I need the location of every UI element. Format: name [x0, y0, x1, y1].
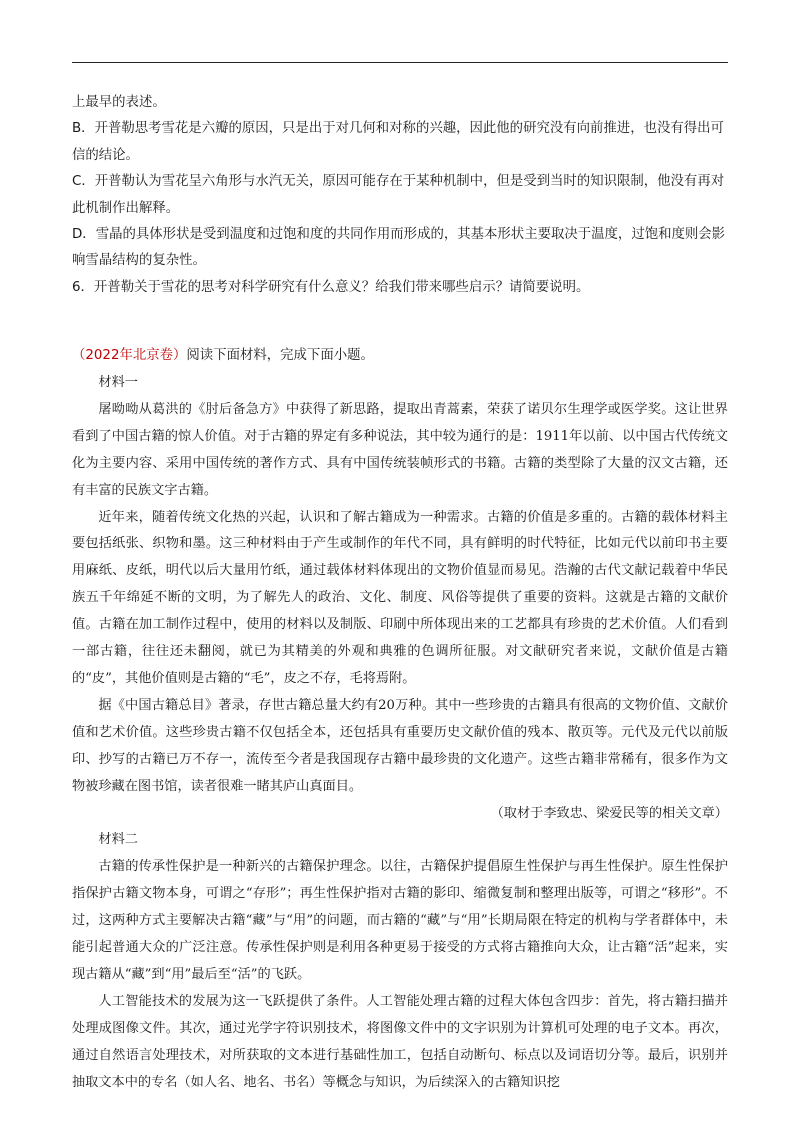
previous-question-block [72, 90, 728, 301]
material-1-paragraph: 屠呦呦从葛洪的《肘后备急方》中获得了新思路，提取出青蒿素，荣获了诺贝尔生理学或医学奖。这让世界看到了中国古籍的惊人价值。对于古籍的界定有多种说法，其中较为通行的是：1911年以前、以中国古代传统文化为主要内容、采用中国传统的著作方式、具有中国传统装帧形式的书籍。古籍的类型除了大量的汉文古籍，还有丰富的民族文字古籍。 [72, 401, 728, 498]
material-2-paragraph: 人工智能技术的发展为这一飞跃提供了条件。人工智能处理古籍的过程大体包含四步：首先，将古籍扫描并处理成图像文件。其次，通过光学字符识别技术，将图像文件中的文字识别为计算机可处理的电子文本。再次，通过自然语言处理技术，对所获取的文本进行基础性加工，包括自动断句、标点以及词语切分等。最后，识别并抽取文本中的专名（如人名、地名、书名）等概念与知识，为后续深入的古籍知识挖 [72, 993, 728, 1090]
material-1-paragraph: 近年来，随着传统文化热的兴起，认识和了解古籍成为一种需求。古籍的价值是多重的。古籍的载体材料主要包括纸张、织物和墨。这三种材料由于产生或制作的年代不同，具有鲜明的时代特征，比如元代以前印书主要用麻纸、皮纸，明代以后大量用竹纸，通过载体材料体现出的文物价值显而易见。浩瀚的古代文献记载着中华民族五千年绵延不断的文明，为了解先人的政治、文化、制度、风俗等提供了重要的资料。这就是古籍的文献价值。古籍在加工制作过程中，使用的材料以及制版、印刷中所体现出来的工艺都具有珍贵的艺术价值。人们看到一部古籍，往往还未翻阅，就已为其精美的外观和典雅的色调所征服。对文献研究者来说，文献价值是古籍的“皮”，其他价值则是古籍的“毛”，皮之不存，毛将焉附。 [72, 509, 728, 686]
header-rule [72, 62, 728, 63]
option-c: C．开普勒认为雪花呈六角形与水汽无关，原因可能存在于某种机制中，但是受到当时的知识限制，他没有再对此机制作出解释。 [72, 174, 725, 216]
material-1-heading: 材料一 [98, 375, 138, 390]
continued-line: 上最早的表述。 [72, 95, 166, 110]
exam-source-tag: （2022年北京卷） [72, 348, 187, 363]
reading-material [72, 370, 728, 1096]
option-d: D．雪晶的具体形状是受到温度和过饱和度的共同作用而形成的，其基本形状主要取决于温度，过饱和度则会影响雪晶结构的复杂性。 [72, 227, 726, 269]
option-b: B．开普勒思考雪花是六瓣的原因，只是出于对几何和对称的兴趣，因此他的研究没有向前推进，也没有得出可信的结论。 [72, 121, 724, 163]
material-2-heading: 材料二 [98, 832, 138, 848]
material-1-paragraph: 据《中国古籍总目》著录，存世古籍总量大约有20万种。其中一些珍贵的古籍具有很高的文物价值、文献价值和艺术价值。这些珍贵古籍不仅包括全本，还包括具有重要历史文献价值的残本、散页等。元代及元代以前版印、抄写的古籍已万不存一，流传至今者是我国现存古籍中最珍贵的文化遗产。这些古籍非常稀有，很多作为文物被珍藏在图书馆，读者很难一睹其庐山真面目。 [72, 697, 728, 794]
instruction-text: 阅读下面材料，完成下面小题。 [186, 348, 374, 363]
exam-intro [72, 344, 728, 368]
question-6: 6．开普勒关于雪花的思考对科学研究有什么意义？给我们带来哪些启示？请简要说明。 [72, 279, 590, 295]
material-1-citation: （取材于李致忠、梁爱民等的相关文章） [490, 805, 728, 821]
material-2-paragraph: 古籍的传承性保护是一种新兴的古籍保护理念。以往，古籍保护提倡原生性保护与再生性保护。原生性保护指保护古籍文物本身，可谓之“存形”；再生性保护指对古籍的影印、缩微复制和整理出版等，可谓之“移形”。不过，这两种方式主要解决古籍“藏”与“用”的问题，而古籍的“藏”与“用”长期局限在特定的机构与学者群体中，未能引起普通大众的广泛注意。传承性保护则是利用各种更易于接受的方式将古籍推向大众，让古籍“活”起来，实现古籍从“藏”到“用”最后至“活”的飞跃。 [72, 859, 728, 982]
